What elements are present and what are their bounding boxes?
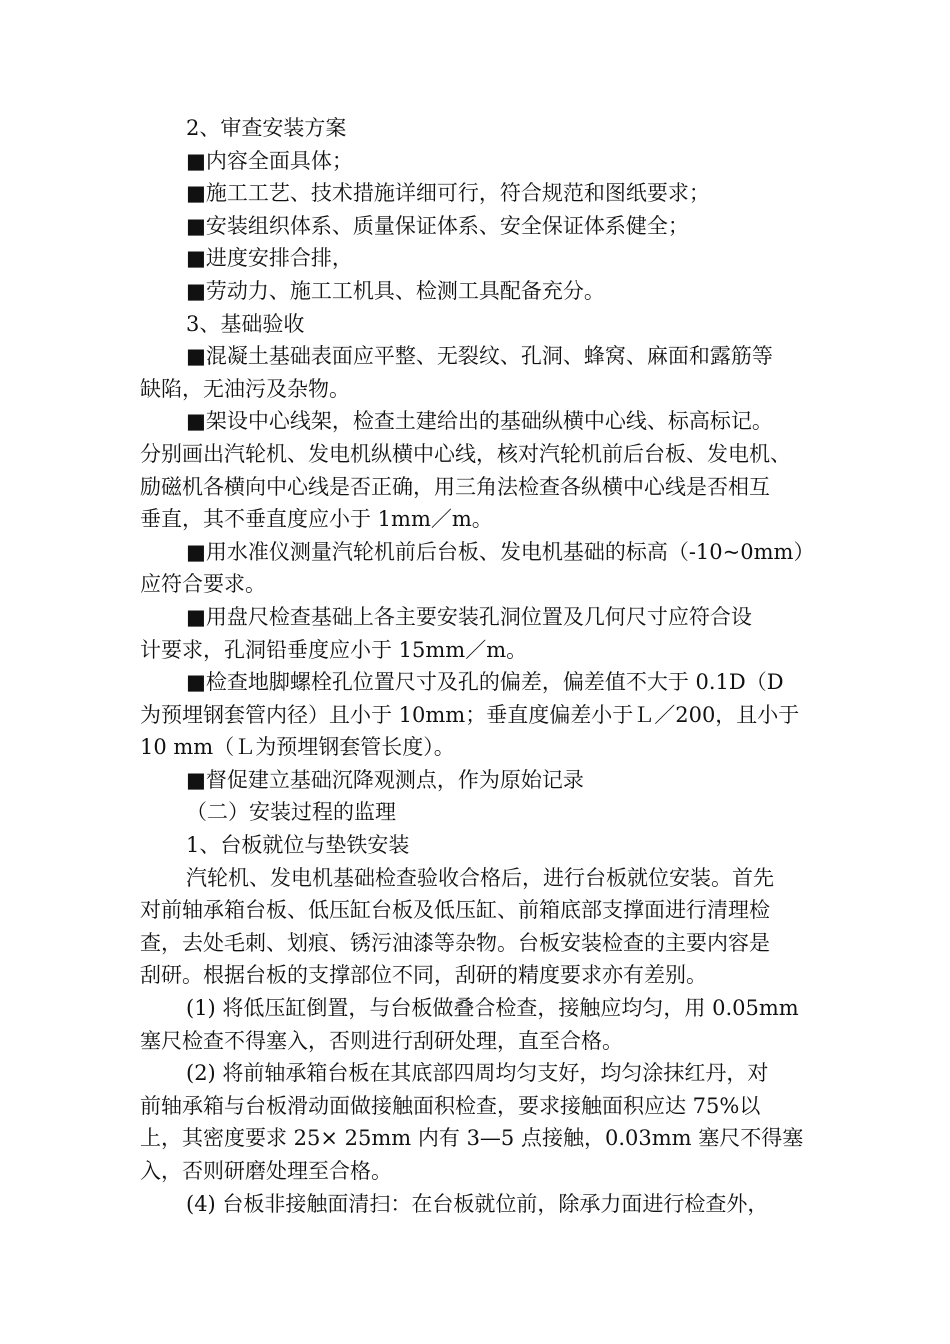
text-line: 上，其密度要求 25× 25mm 内有 3—5 点接触，0.03mm 塞尺不得塞: [140, 1126, 804, 1151]
text-line: ■督促建立基础沉降观测点，作为原始记录: [186, 767, 584, 792]
text-line: ■架设中心线架，检查土建给出的基础纵横中心线、标高标记。: [186, 409, 773, 434]
text-line: 塞尺检查不得塞入，否则进行刮研处理，直至合格。: [140, 1028, 623, 1053]
text-line: 励磁机各横向中心线是否正确，用三角法检查各纵横中心线是否相互: [140, 474, 770, 499]
text-line: 查，去处毛刺、划痕、锈污油漆等杂物。台板安装检查的主要内容是: [140, 930, 770, 955]
text-line: ■内容全面具体；: [186, 148, 353, 173]
text-line: 10 mm（Ｌ为预埋钢套管长度）。: [140, 735, 455, 760]
text-line: 垂直，其不垂直度应小于 1mm／m。: [140, 507, 493, 532]
text-line: ■施工工艺、技术措施详细可行，符合规范和图纸要求；: [186, 181, 710, 206]
text-line: 刮研。根据台板的支撑部位不同，刮研的精度要求亦有差别。: [140, 963, 707, 988]
text-line: 1、台板就位与垫铁安装: [186, 833, 410, 858]
text-line: 计要求，孔洞铅垂度应小于 15mm／m。: [140, 637, 528, 662]
text-line: (4) 台板非接触面清扫：在台板就位前，除承力面进行检查外，: [186, 1191, 769, 1216]
text-line: 3、基础验收: [186, 311, 305, 336]
document-body: [140, 112, 815, 1220]
text-line: ■混凝土基础表面应平整、无裂纹、孔洞、蜂窝、麻面和露筋等: [186, 344, 773, 369]
text-line: ■劳动力、施工工机具、检测工具配备充分。: [186, 278, 605, 303]
text-line: (1) 将低压缸倒置，与台板做叠合检查，接触应均匀，用 0.05mm: [186, 996, 799, 1021]
text-line: 分别画出汽轮机、发电机纵横中心线，核对汽轮机前后台板、发电机、: [140, 441, 791, 466]
text-line: 汽轮机、发电机基础检查验收合格后，进行台板就位安装。首先: [186, 865, 774, 890]
text-line: 入，否则研磨处理至合格。: [140, 1159, 392, 1183]
text-line: （二）安装过程的监理: [186, 800, 396, 825]
text-line: ■检查地脚螺栓孔位置尺寸及孔的偏差，偏差值不大于 0.1D（D: [186, 670, 784, 695]
text-line: 前轴承箱与台板滑动面做接触面积检查，要求接触面积应达 75%以: [140, 1093, 761, 1118]
text-line: (2) 将前轴承箱台板在其底部四周均匀支好，均匀涂抹红丹，对: [186, 1061, 769, 1086]
text-line: ■用盘尺检查基础上各主要安装孔洞位置及几何尺寸应符合设: [186, 604, 752, 629]
text-line: ■进度安排合排，: [186, 246, 353, 271]
text-line: 对前轴承箱台板、低压缸台板及低压缸、前箱底部支撑面进行清理检: [140, 898, 770, 923]
text-line: ■用水准仪测量汽轮机前后台板、发电机基础的标高（-10~0mm）: [186, 539, 815, 564]
text-line: 为预埋钢套管内径）且小于 10mm；垂直度偏差小于Ｌ／200，且小于: [140, 702, 800, 727]
text-line: 2、审查安装方案: [186, 116, 347, 140]
text-line: 应符合要求。: [140, 572, 266, 597]
text-line: 缺陷，无油污及杂物。: [140, 376, 350, 401]
text-line: ■安装组织体系、质量保证体系、安全保证体系健全；: [186, 213, 689, 238]
